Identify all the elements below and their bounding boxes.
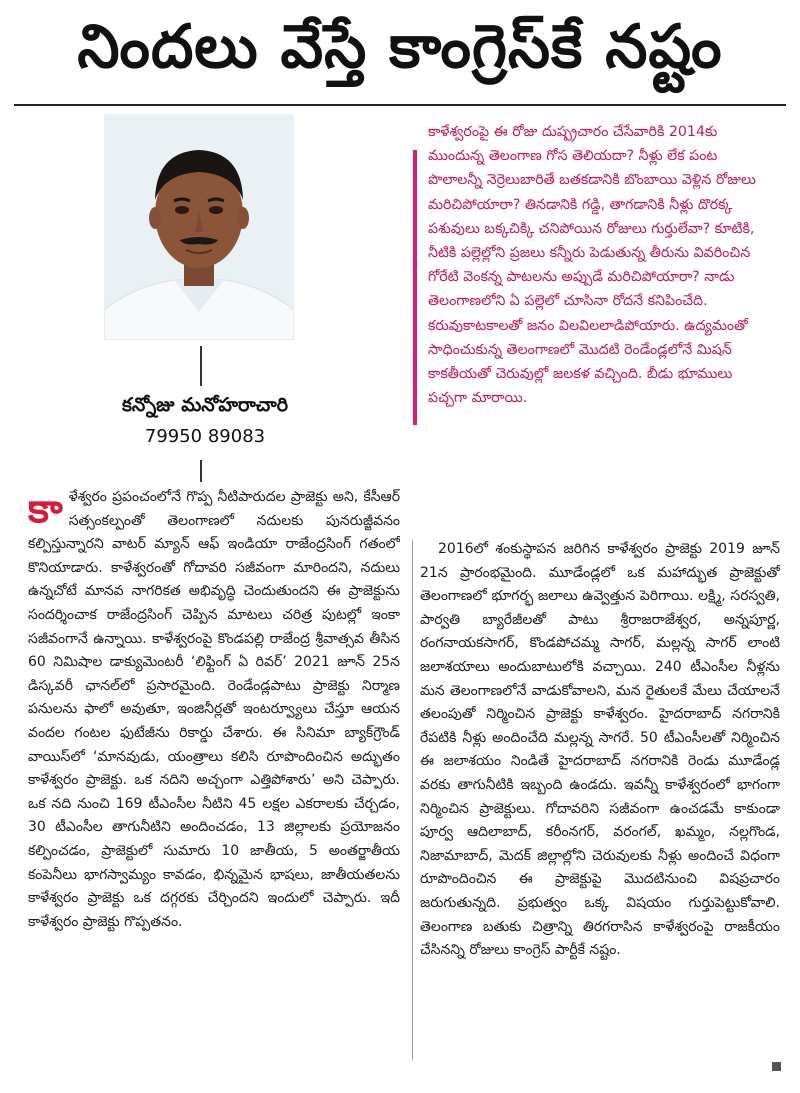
body-column-left [28, 486, 400, 1086]
author-portrait-icon [104, 114, 294, 340]
body-paragraph [28, 486, 400, 934]
headline: నిందలు వేస్తే కాంగ్రెస్‌కే నష్టం [77, 12, 723, 82]
byline-connector-top [200, 346, 202, 386]
pull-quote-text: కాళేశ్వరంపై ఈ రోజు దుష్ప్రచారం చేసేవారికి 2014కు ముందున్న తెలంగాణ గోస తెలియదా? నీళ్లు లేక పంట పొలాలన్నీ నెర్రెలుబారితే బతకడానికి బొంబాయి వెళ్లిన రోజులు మరిచిపోయారా? తినడానికి గడ్డి, తాగడానికి నీళ్లు దొరక్క పశువులు బక్కచిక్కి చనిపోయిన రోజులు గుర్తులేవా? కూటికి, నీటికి పల్లెల్లోని ప్రజలు కన్నీరు పెడుతున్న తీరును వివరించిన గోరేటి వెంకన్న పాటలను అప్పుడే మరిచిపోయారా? నాడు తెలంగాణలోని ఏ పల్లెలో చూసినా రోదనే కనిపించేది. కరువుకాటకాలతో జనం విలవిలలాడిపోయారు. ఉద్యమంతో సాధించుకున్న తెలంగాణలో మొదటి రెండేండ్లలోనే మిషన్‌ కాకతీయతో చెరువుల్లో జలకళ వచ్చింది. బీడు భూములు పచ్చగా మారాయి. [428, 124, 756, 407]
byline-connector-bottom [200, 460, 202, 482]
pull-quote [428, 120, 773, 510]
body-column-right [420, 538, 780, 1078]
drop-cap: కా [28, 486, 63, 532]
author-name: కన్నోజు మనోహరాచారి [121, 394, 289, 416]
headline-rule [14, 104, 786, 106]
author-phone: 79950 89083 [144, 426, 266, 447]
body-left-text: ళేశ్వరం ప్రపంచంలోనే గొప్ప నీటిపారుదల ప్రాజెక్టు అని, కేసీఆర్‌ సత్సంకల్పంతో తెలంగాణలో నదులకు పునరుజ్జీవనం కల్పిస్తున్నారని వాటర్‌ మ్యాన్‌ ఆఫ్‌ ఇండియా రాజేంద్రసింగ్‌ గతంలో కొనియాడారు. కాళేశ్వరంతో గోదావరి సజీవంగా మారిందని, నదులు ఉన్నచోటే మానవ నాగరికత అభివృద్ధి చెందుతుందని ఈ ప్రాజెక్టును సందర్శించాక రాజేంద్రసింగ్‌ చెప్పిన మాటలు చరిత్ర పుటల్లో ఇంకా సజీవంగానే ఉన్నాయి. కాళేశ్వరంపై కొండపల్లి రాజేంద్ర శ్రీవాత్సవ తీసిన 60 నిమిషాల డాక్యుమెంటరీ ‘లిఫ్టింగ్‌ ఏ రివర్‌’ 2021 జూన్‌ 25న డిస్కవరీ ఛానల్‌లో ప్రసారమైంది. రెండేండ్లపాటు ప్రాజెక్టు నిర్మాణ పనులను ఫాలో అవుతూ, ఇంజినీర్లతో ఇంటర్వ్యూలు చేస్తూ ఆయన వందల గంటల ఫుటేజీను రికార్డు చేశారు. ఈ సినిమా బ్యాక్‌గ్రౌండ్‌ వాయిస్‌లో ‘మానవుడు, యంత్రాలు కలిసి రూపొందించిన అద్భుతం కాళేశ్వరం ప్రాజెక్టు. ఒక నదిని అచ్చంగా ఎత్తిపోశారు’ అని చెప్పారు. ఒక నది నుంచి 169 టీఎంసీల నీటిని 45 లక్షల ఎకరాలకు చేర్చడం, 30 టీఎంసీల తాగునీటిని అందించడం, 13 జిల్లాలకు ప్రయోజనం కల్పించడం, ప్రాజెక్టులో సుమారు 10 జాతీయ, 5 అంతర్జాతీయ కంపెనీలు భాగస్వామ్యం కావడం, భిన్నమైన భాషలు, జాతీయతలను కాళేశ్వరం ప్రాజెక్టు ఒక దగ్గరకు చేర్చిందని ఇందులో చెప్పారు. ఇదీ కాళేశ్వరం ప్రాజెక్టు గొప్పతనం. [28, 489, 400, 930]
end-of-article-mark [772, 1062, 781, 1071]
body-right-text: 2016లో శంకుస్థాపన జరిగిన కాళేశ్వరం ప్రాజెక్టు 2019 జూన్‌ 21న ప్రారంభమైంది. మూడేండ్లలో ఒక మహాద్భుత ప్రాజెక్టుతో తెలంగాణలో భూగర్భ జలాలు ఉవ్వెత్తున పెరిగాయి. లక్ష్మి, సరస్వతి, పార్వతి బ్యారేజీలతో పాటు శ్రీరాజరాజేశ్వర, అన్నపూర్ణ, రంగనాయకసాగర్‌, కొండపోచమ్మ సాగర్‌, మల్లన్న సాగర్‌ లాంటి జలాశయాలు అందుబాటులోకి వచ్చాయి. 240 టీఎంసీల నీళ్లను మన తెలంగాణలోనే వాడుకోవాలని, మన రైతులకే మేలు చేయాలనే తలంపుతో నిర్మించిన ప్రాజెక్టు కాళేశ్వరం. హైదరాబాద్‌ నగరానికి రేపటికి నీళ్లు అందించేది మల్లన్న సాగరే. 50 టీఎంసీలతో నిర్మించిన ఈ జలాశయం నిండితే హైదరాబాద్‌ నగరానికి రెండు మూడేండ్ల వరకు తాగునీటికి ఇబ్బంది ఉండదు. ఇవన్నీ కాళేశ్వరంలో భాగంగా నిర్మించిన ప్రాజెక్టులు. గోదావరిని సజీవంగా ఉంచడమే కాకుండా పూర్వ ఆదిలాబాద్‌, కరీంనగర్‌, వరంగల్‌, ఖమ్మం, నల్లగొండ, నిజామాబాద్‌, మెదక్‌ జిల్లాల్లోని చెరువులకు నీళ్లు అందించే విధంగా రూపొందించిన ఈ ప్రాజెక్టుపై మొదటినుంచి విషప్రచారం జరుగుతున్నది. ప్రభుత్వం ఒక్క విషయం గుర్తుపెట్టుకోవాలి. తెలంగాణ బతుకు చిత్రాన్ని తిరగరాసిన కాళేశ్వరంపై రాజకీయం చేసినన్ని రోజులు కాంగ్రెస్‌ పార్టీకే నష్టం. [420, 541, 780, 959]
author-photo [104, 114, 294, 340]
pull-quote-bar [413, 150, 417, 425]
column-divider [412, 540, 413, 1060]
